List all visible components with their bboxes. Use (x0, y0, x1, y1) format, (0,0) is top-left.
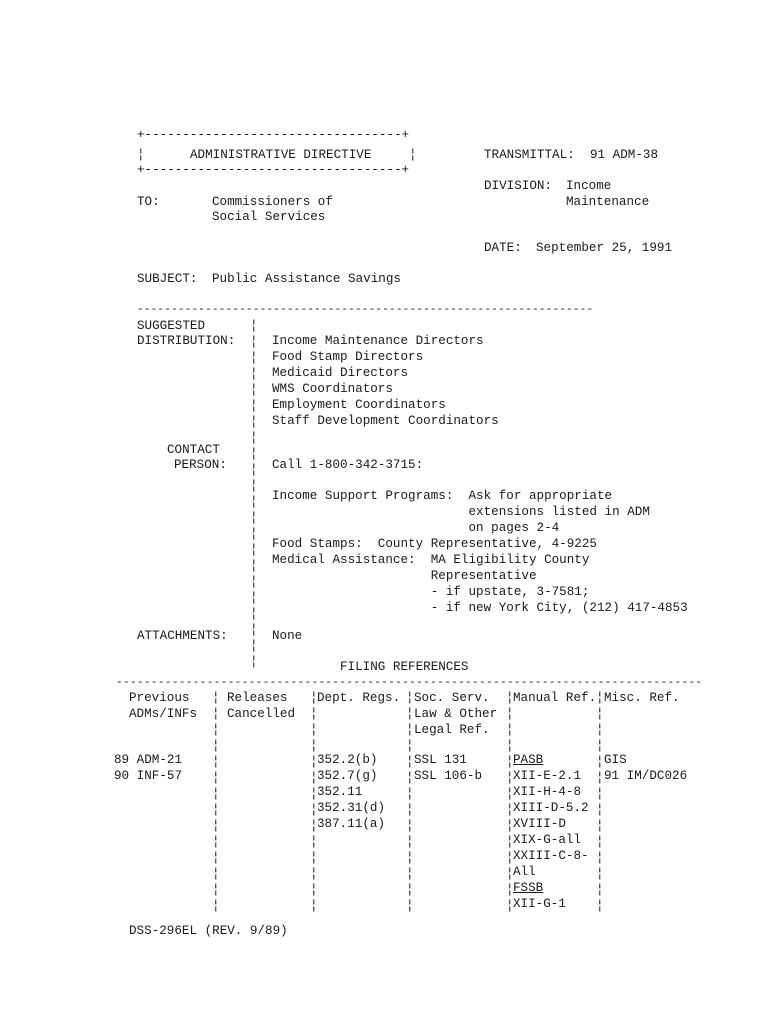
directive-box-top: +----------------------------------+ (137, 128, 410, 142)
list-item: Medicaid Directors (272, 366, 409, 380)
division-label: DIVISION: (484, 179, 553, 193)
distribution-divider: ¦ ¦ ¦ ¦ ¦ ¦ ¦ ¦ ¦ ¦ ¦ ¦ ¦ ¦ ¦ ¦ ¦ ¦ ¦ ¦ ¦ ¦ (250, 319, 258, 669)
subject-label: SUBJECT: (137, 272, 198, 286)
distribution-list (272, 333, 499, 429)
contact-line: - if new York City, (212) 417-4853 (272, 601, 688, 615)
dept-regs-column (317, 752, 385, 832)
table-cell: SSL 106-b (414, 769, 483, 783)
distribution-label-line-2: DISTRIBUTION: (137, 334, 236, 348)
table-cell: 91 IM/DC026 (604, 769, 688, 783)
to-line-1: Commissioners of (212, 195, 333, 209)
table-cell: PASB (513, 753, 544, 767)
contact-line: Representative (272, 569, 537, 583)
distribution-label-line-1: SUGGESTED (137, 319, 206, 333)
contact-line: Income Support Programs: Ask for appropriate (272, 489, 613, 503)
list-item: Food Stamp Directors (272, 350, 424, 364)
header-rule: ------------------------------------------------------------------- (137, 304, 594, 316)
contact-line: on pages 2-4 (272, 521, 560, 535)
contact-details (272, 488, 688, 616)
directive-box-left-bar: ¦ (137, 148, 145, 162)
table-cell: GIS (604, 753, 627, 767)
contact-label-line-1: CONTACT (167, 443, 220, 457)
header-dept-regs: Dept. Regs. (317, 691, 401, 705)
contact-label-line-2: PERSON: (174, 458, 227, 472)
contact-line: Medical Assistance: MA Eligibility County (272, 553, 590, 567)
table-cell: XXIII-C-8- (513, 849, 589, 863)
filing-divider-1: ¦ ¦ ¦ ¦ ¦ ¦ ¦ ¦ ¦ ¦ ¦ ¦ ¦ ¦ (212, 691, 220, 913)
table-cell: 352.31(d) (317, 801, 386, 815)
table-cell: XII-H-4-8 (513, 785, 582, 799)
division-line-2: Maintenance (566, 195, 650, 209)
misc-ref-column (604, 752, 687, 784)
header-manual-ref: Manual Ref. (513, 691, 597, 705)
filing-rule: ------------------------------------------------------------------------------------ (116, 677, 703, 689)
filing-divider-2: ¦ ¦ ¦ ¦ ¦ ¦ ¦ ¦ ¦ ¦ ¦ ¦ ¦ ¦ (310, 691, 318, 913)
list-item: Income Maintenance Directors (272, 334, 484, 348)
contact-line: extensions listed in ADM (272, 505, 650, 519)
previous-column (114, 752, 182, 784)
attachments-value: None (272, 629, 303, 643)
header-soc-serv: Soc. Serv. Law & Other Legal Ref. (414, 691, 498, 737)
table-cell: 89 ADM-21 (114, 753, 183, 767)
filing-divider-4: ¦ ¦ ¦ ¦ ¦ ¦ ¦ ¦ ¦ ¦ ¦ ¦ ¦ ¦ (506, 691, 514, 913)
table-cell: XIX-G-all (513, 833, 582, 847)
filing-references-title: FILING REFERENCES (340, 660, 469, 674)
table-cell: FSSB (513, 881, 544, 895)
table-cell: XIII-D-5.2 (513, 801, 589, 815)
directive-box-bottom: +----------------------------------+ (137, 163, 410, 177)
contact-line: Food Stamps: County Representative, 4-9225 (272, 537, 597, 551)
table-cell: All (513, 865, 536, 879)
table-cell: XII-E-2.1 (513, 769, 582, 783)
date-value: September 25, 1991 (536, 241, 673, 255)
manual-ref-column (513, 752, 589, 912)
transmittal-value: 91 ADM-38 (590, 148, 659, 162)
header-misc-ref: Misc. Ref. (604, 691, 680, 705)
directive-title: ADMINISTRATIVE DIRECTIVE (190, 148, 372, 162)
table-cell: SSL 131 (414, 753, 467, 767)
table-cell: 387.11(a) (317, 817, 386, 831)
date-label: DATE: (484, 241, 522, 255)
list-item: Employment Coordinators (272, 398, 446, 412)
header-previous: Previous ADMs/INFs (129, 691, 198, 721)
table-cell: 352.2(b) (317, 753, 378, 767)
table-cell: 352.11 (317, 785, 363, 799)
directive-box-right-bar: ¦ (409, 148, 417, 162)
soc-serv-column (414, 752, 482, 784)
form-id: DSS-296EL (REV. 9/89) (129, 924, 288, 938)
filing-divider-5: ¦ ¦ ¦ ¦ ¦ ¦ ¦ ¦ ¦ ¦ ¦ ¦ ¦ ¦ (596, 691, 604, 913)
table-cell: XII-G-1 (513, 897, 566, 911)
division-line-1: Income (566, 179, 612, 193)
subject-value: Public Assistance Savings (212, 272, 401, 286)
attachments-label: ATTACHMENTS: (137, 629, 228, 643)
transmittal-label: TRANSMITTAL: (484, 148, 575, 162)
table-cell: 352.7(g) (317, 769, 378, 783)
table-cell: XVIII-D (513, 817, 566, 831)
to-line-2: Social Services (212, 210, 326, 224)
contact-line: - if upstate, 3-7581; (272, 585, 590, 599)
table-cell: 90 INF-57 (114, 769, 183, 783)
to-label: TO: (137, 195, 160, 209)
list-item: WMS Coordinators (272, 382, 393, 396)
contact-call: Call 1-800-342-3715: (272, 458, 424, 472)
header-releases: Releases Cancelled (227, 691, 296, 721)
filing-divider-3: ¦ ¦ ¦ ¦ ¦ ¦ ¦ ¦ ¦ ¦ ¦ ¦ ¦ ¦ (406, 691, 414, 913)
list-item: Staff Development Coordinators (272, 414, 499, 428)
